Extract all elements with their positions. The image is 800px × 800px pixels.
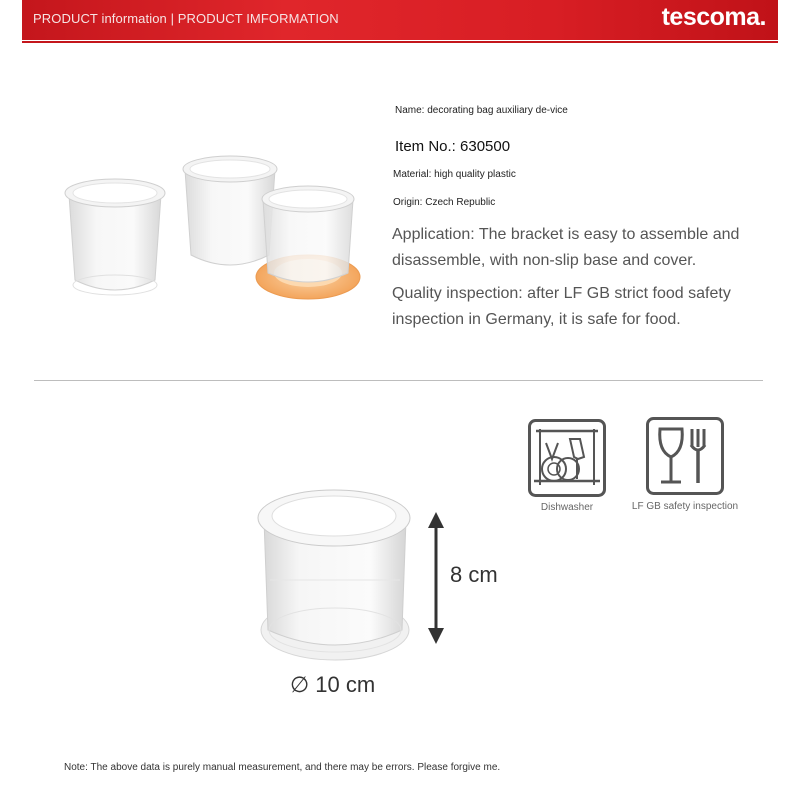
- food-safe-label: LF GB safety inspection: [631, 501, 739, 512]
- food-safe-icon: [646, 417, 724, 495]
- product-photo: [55, 145, 375, 335]
- section-divider: [34, 380, 763, 381]
- dishwasher-label: Dishwasher: [540, 502, 594, 513]
- diameter-label: ∅ 10 cm: [290, 672, 376, 697]
- header-title: PRODUCT information | PRODUCT IMFORMATION: [33, 11, 339, 26]
- container-middle: [183, 156, 277, 265]
- product-origin: Origin: Czech Republic: [393, 197, 496, 208]
- header-divider: [22, 41, 778, 43]
- height-arrow: [426, 512, 446, 644]
- product-material: Material: high quality plastic: [393, 169, 516, 180]
- container-left: [65, 179, 165, 295]
- container-right: [256, 186, 360, 299]
- product-name: Name: decorating bag auxiliary de-vice: [395, 105, 568, 116]
- brand-logo: tescoma.: [661, 3, 766, 31]
- product-application: Application: The bracket is easy to assemble and disassemble, with non-slip base and cover.: [392, 226, 740, 269]
- item-number: Item No.: 630500: [395, 138, 511, 155]
- container-diagram: [250, 480, 420, 670]
- footnote: Note: The above data is purely manual measurement, and there may be errors. Please forgive me.: [64, 762, 501, 773]
- height-label: 8 cm: [450, 562, 498, 587]
- quality-inspection: Quality inspection: after LF GB strict food safety inspection in Germany, it is safe for food.: [392, 285, 731, 328]
- header-banner: [22, 0, 778, 40]
- dishwasher-icon: [528, 419, 606, 497]
